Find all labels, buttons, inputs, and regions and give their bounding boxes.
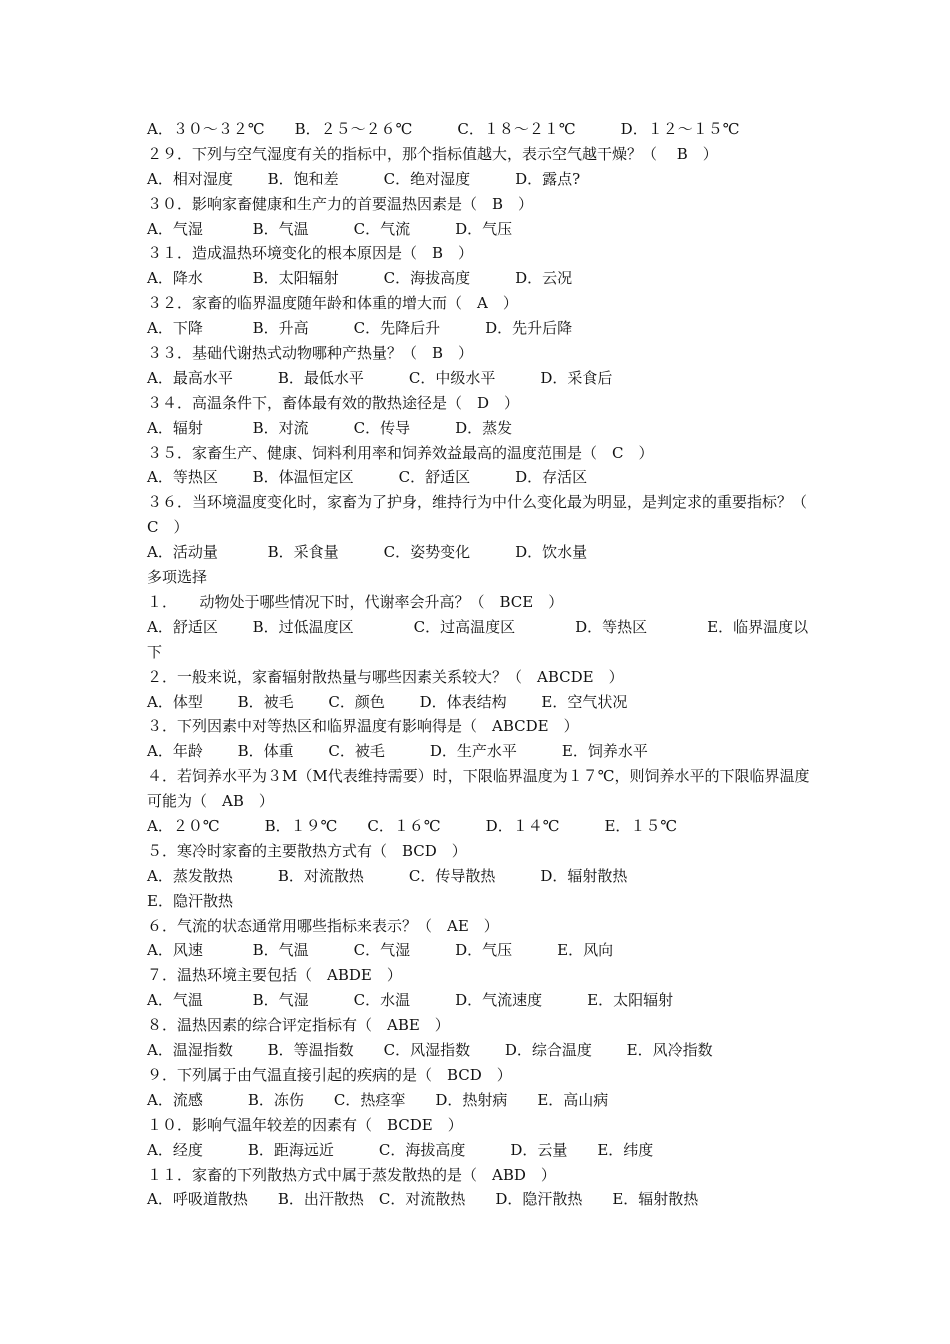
q33-question: ３３．基础代谢热式动物哪种产热量？（ B ） [147, 344, 474, 363]
m11-options: A．呼吸道散热 B．出汗散热 C．对流散热 D．隐汗散热 E．辐射散热 [147, 1190, 699, 1209]
m9-options: A．流感 B．冻伤 C．热痉挛 D．热射病 E．高山病 [147, 1090, 609, 1109]
m10-question: １０．影响气温年较差的因素有（ BCDE ） [147, 1115, 463, 1134]
m1-question: １． 动物处于哪些情况下时，代谢率会升高？（ BCE ） [147, 592, 564, 611]
m1-options: A．舒适区 B．过低温度区 C．过高温度区 D．等热区 E．临界温度以下 [147, 617, 809, 661]
q35-question: ３５．家畜生产、健康、饲料利用率和饲养效益最高的温度范围是（ C ） [147, 443, 654, 462]
q29-question: ２９．下列与空气湿度有关的指标中，那个指标值越大，表示空气越干燥？（ B ） [147, 144, 718, 163]
m6-question: ６．气流的状态通常用哪些指标来表示？（ AE ） [147, 916, 499, 935]
section-heading-multiple-choice: 多项选择 [147, 568, 208, 587]
q29-options: A．相对湿度 B．饱和差 C．绝对湿度 D．露点? [147, 169, 581, 188]
q34-question: ３４．高温条件下，畜体最有效的散热途径是（ D ） [147, 393, 520, 412]
q33-options: A．最高水平 B．最低水平 C．中级水平 D．采食后 [147, 368, 613, 387]
m7-question: ７．温热环境主要包括（ ABDE ） [147, 966, 402, 985]
q30-question: ３０．影响家畜健康和生产力的首要温热因素是（ B ） [147, 194, 534, 213]
m8-options: A．温湿指数 B．等温指数 C．风湿指数 D．综合温度 E．风冷指数 [147, 1041, 713, 1060]
m4-question: ４．若饲养水平为３M（M代表维持需要）时，下限临界温度为１７℃，则饲养水平的下限临界温度可能为（ AB ） [147, 767, 810, 811]
m5-options-continued: E．隐汗散热 [147, 891, 233, 910]
m2-question: ２．一般来说，家畜辐射散热量与哪些因素关系较大？（ ABCDE ） [147, 667, 624, 686]
m2-options: A．体型 B．被毛 C．颜色 D．体表结构 E．空气状况 [147, 692, 628, 711]
q36-options: A．活动量 B．采食量 C．姿势变化 D．饮水量 [147, 543, 588, 562]
q28-options: A．３０～３２℃ B．２５～２６℃ C．１８～２１℃ D．１２～１５℃ [147, 120, 740, 138]
m6-options: A．风速 B．气温 C．气湿 D．气压 E．风向 [147, 941, 614, 960]
m10-options: A．经度 B．距海远近 C．海拔高度 D．云量 E．纬度 [147, 1140, 654, 1159]
m3-question: ３．下列因素中对等热区和临界温度有影响得是（ ABCDE ） [147, 717, 579, 736]
m8-question: ８．温热因素的综合评定指标有（ ABE ） [147, 1016, 450, 1035]
q36-question: ３６．当环境温度变化时，家畜为了护身，维持行为中什么变化最为明显，是判定求的重要指标？（ C ） [147, 493, 823, 537]
q35-options: A．等热区 B．体温恒定区 C．舒适区 D．存活区 [147, 468, 588, 487]
m9-question: ９．下列属于由气温直接引起的疾病的是（ BCD ） [147, 1065, 512, 1084]
document-page [147, 117, 823, 1212]
q34-options: A．辐射 B．对流 C．传导 D．蒸发 [147, 418, 513, 437]
q32-options: A．下降 B．升高 C．先降后升 D．先升后降 [147, 319, 573, 338]
m5-options: A．蒸发散热 B．对流散热 C．传导散热 D．辐射散热 [147, 866, 628, 885]
m3-options: A．年龄 B．体重 C．被毛 D．生产水平 E．饲养水平 [147, 742, 648, 761]
q32-question: ３２．家畜的临界温度随年龄和体重的增大而（ A ） [147, 294, 518, 313]
q30-options: A．气湿 B．气温 C．气流 D．气压 [147, 219, 513, 238]
m11-question: １１．家畜的下列散热方式中属于蒸发散热的是（ ABD ） [147, 1165, 556, 1184]
q31-question: ３１．造成温热环境变化的根本原因是（ B ） [147, 244, 474, 263]
m5-question: ５．寒冷时家畜的主要散热方式有（ BCD ） [147, 841, 467, 860]
m7-options: A．气温 B．气湿 C．水温 D．气流速度 E．太阳辐射 [147, 991, 674, 1010]
q31-options: A．降水 B．太阳辐射 C．海拔高度 D．云况 [147, 269, 573, 288]
m4-options: A．２０℃ B．１９℃ C．１６℃ D．１４℃ E．１５℃ [147, 817, 678, 836]
